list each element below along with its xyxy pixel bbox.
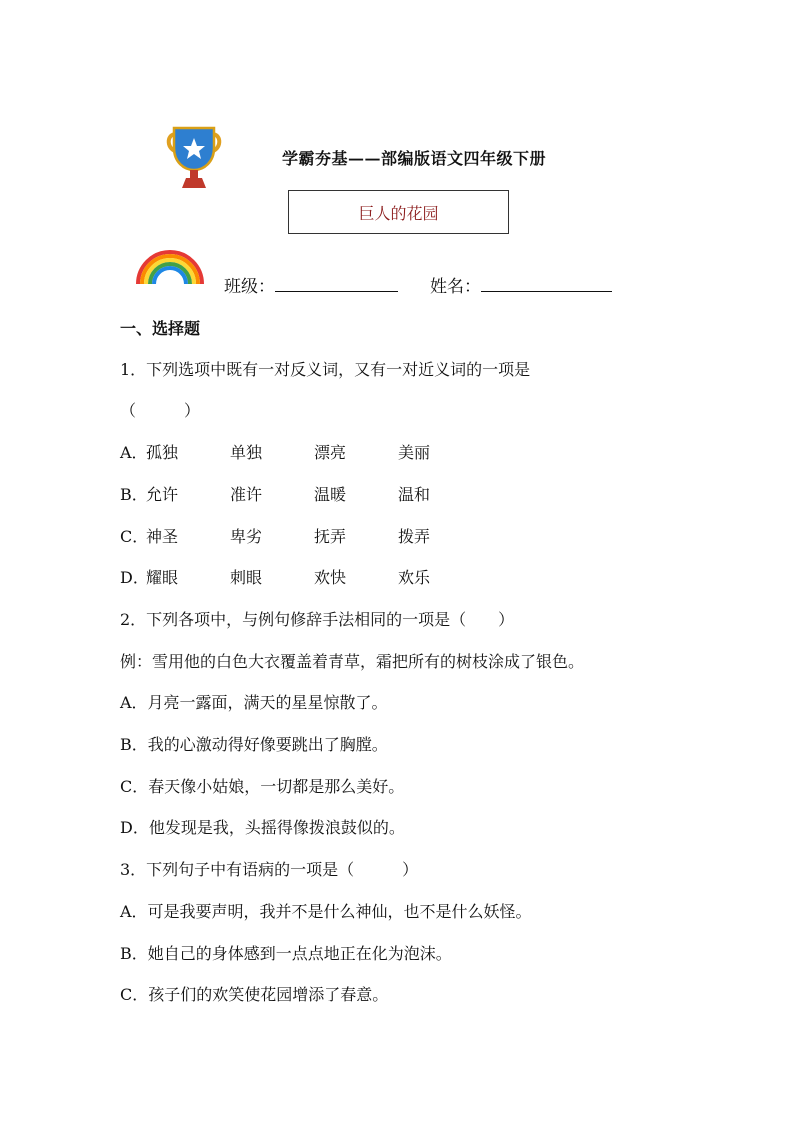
question-1-option-d: [120, 565, 482, 588]
option-label: A．: [120, 443, 148, 462]
option-word: 抚弄: [314, 527, 347, 546]
option-word: 神圣: [146, 527, 179, 546]
question-3-option-c: C．孩子们的欢笑使花园增添了春意。: [120, 985, 389, 1004]
question-2-option-b: B．我的心激动得好像要跳出了胸膛。: [120, 735, 388, 754]
name-field: [430, 272, 612, 297]
option-word: 美丽: [398, 443, 431, 462]
question-3-option-b: B．她自己的身体感到一点点地正在化为泡沫。: [120, 944, 452, 963]
option-word: 漂亮: [314, 443, 347, 462]
option-word: 允许: [146, 485, 179, 504]
option-word: 卑劣: [230, 527, 263, 546]
option-word: 单独: [230, 443, 263, 462]
section-heading: 一、选择题: [120, 319, 201, 338]
option-word: 欢乐: [398, 568, 431, 587]
rainbow-icon: [134, 246, 206, 286]
option-label: C．: [120, 527, 149, 546]
option-word: 拨弄: [398, 527, 431, 546]
question-1-answer-blank: （ ）: [120, 401, 201, 420]
name-label: 姓名：: [430, 277, 481, 297]
question-3-stem: 3．下列句子中有语病的一项是（ ）: [120, 860, 419, 879]
lesson-title: 巨人的花园: [358, 203, 439, 223]
option-label: B．: [120, 485, 148, 504]
class-blank[interactable]: [275, 273, 398, 292]
question-1-stem: 1．下列选项中既有一对反义词，又有一对近义词的一项是: [120, 360, 531, 379]
option-word: 刺眼: [230, 568, 263, 587]
option-word: 温暖: [314, 485, 347, 504]
option-word: 耀眼: [146, 568, 179, 587]
class-field: [224, 272, 398, 297]
option-word: 孤独: [146, 443, 179, 462]
option-label: D．: [120, 568, 149, 587]
question-2-stem: 2．下列各项中，与例句修辞手法相同的一项是（ ）: [120, 610, 515, 629]
lesson-title-box: [288, 190, 509, 234]
option-word: 准许: [230, 485, 263, 504]
question-2-option-c: C．春天像小姑娘，一切都是那么美好。: [120, 777, 405, 796]
question-2-option-d: D．他发现是我，头摇得像拨浪鼓似的。: [120, 818, 405, 837]
question-2-example: 例：雪用他的白色大衣覆盖着青草，霜把所有的树枝涂成了银色。: [120, 652, 585, 671]
trophy-icon: [164, 126, 224, 190]
option-word: 温和: [398, 485, 431, 504]
name-blank[interactable]: [481, 273, 612, 292]
worksheet-title: 学霸夯基——部编版语文四年级下册: [282, 149, 547, 168]
question-2-option-a: A．月亮一露面，满天的星星惊散了。: [120, 693, 388, 712]
class-label: 班级：: [224, 277, 275, 297]
question-1-option-b: [120, 482, 482, 505]
question-3-option-a: A．可是我要声明，我并不是什么神仙，也不是什么妖怪。: [120, 902, 532, 921]
question-1-option-a: [120, 440, 482, 463]
question-1-option-c: [120, 524, 482, 547]
option-word: 欢快: [314, 568, 347, 587]
